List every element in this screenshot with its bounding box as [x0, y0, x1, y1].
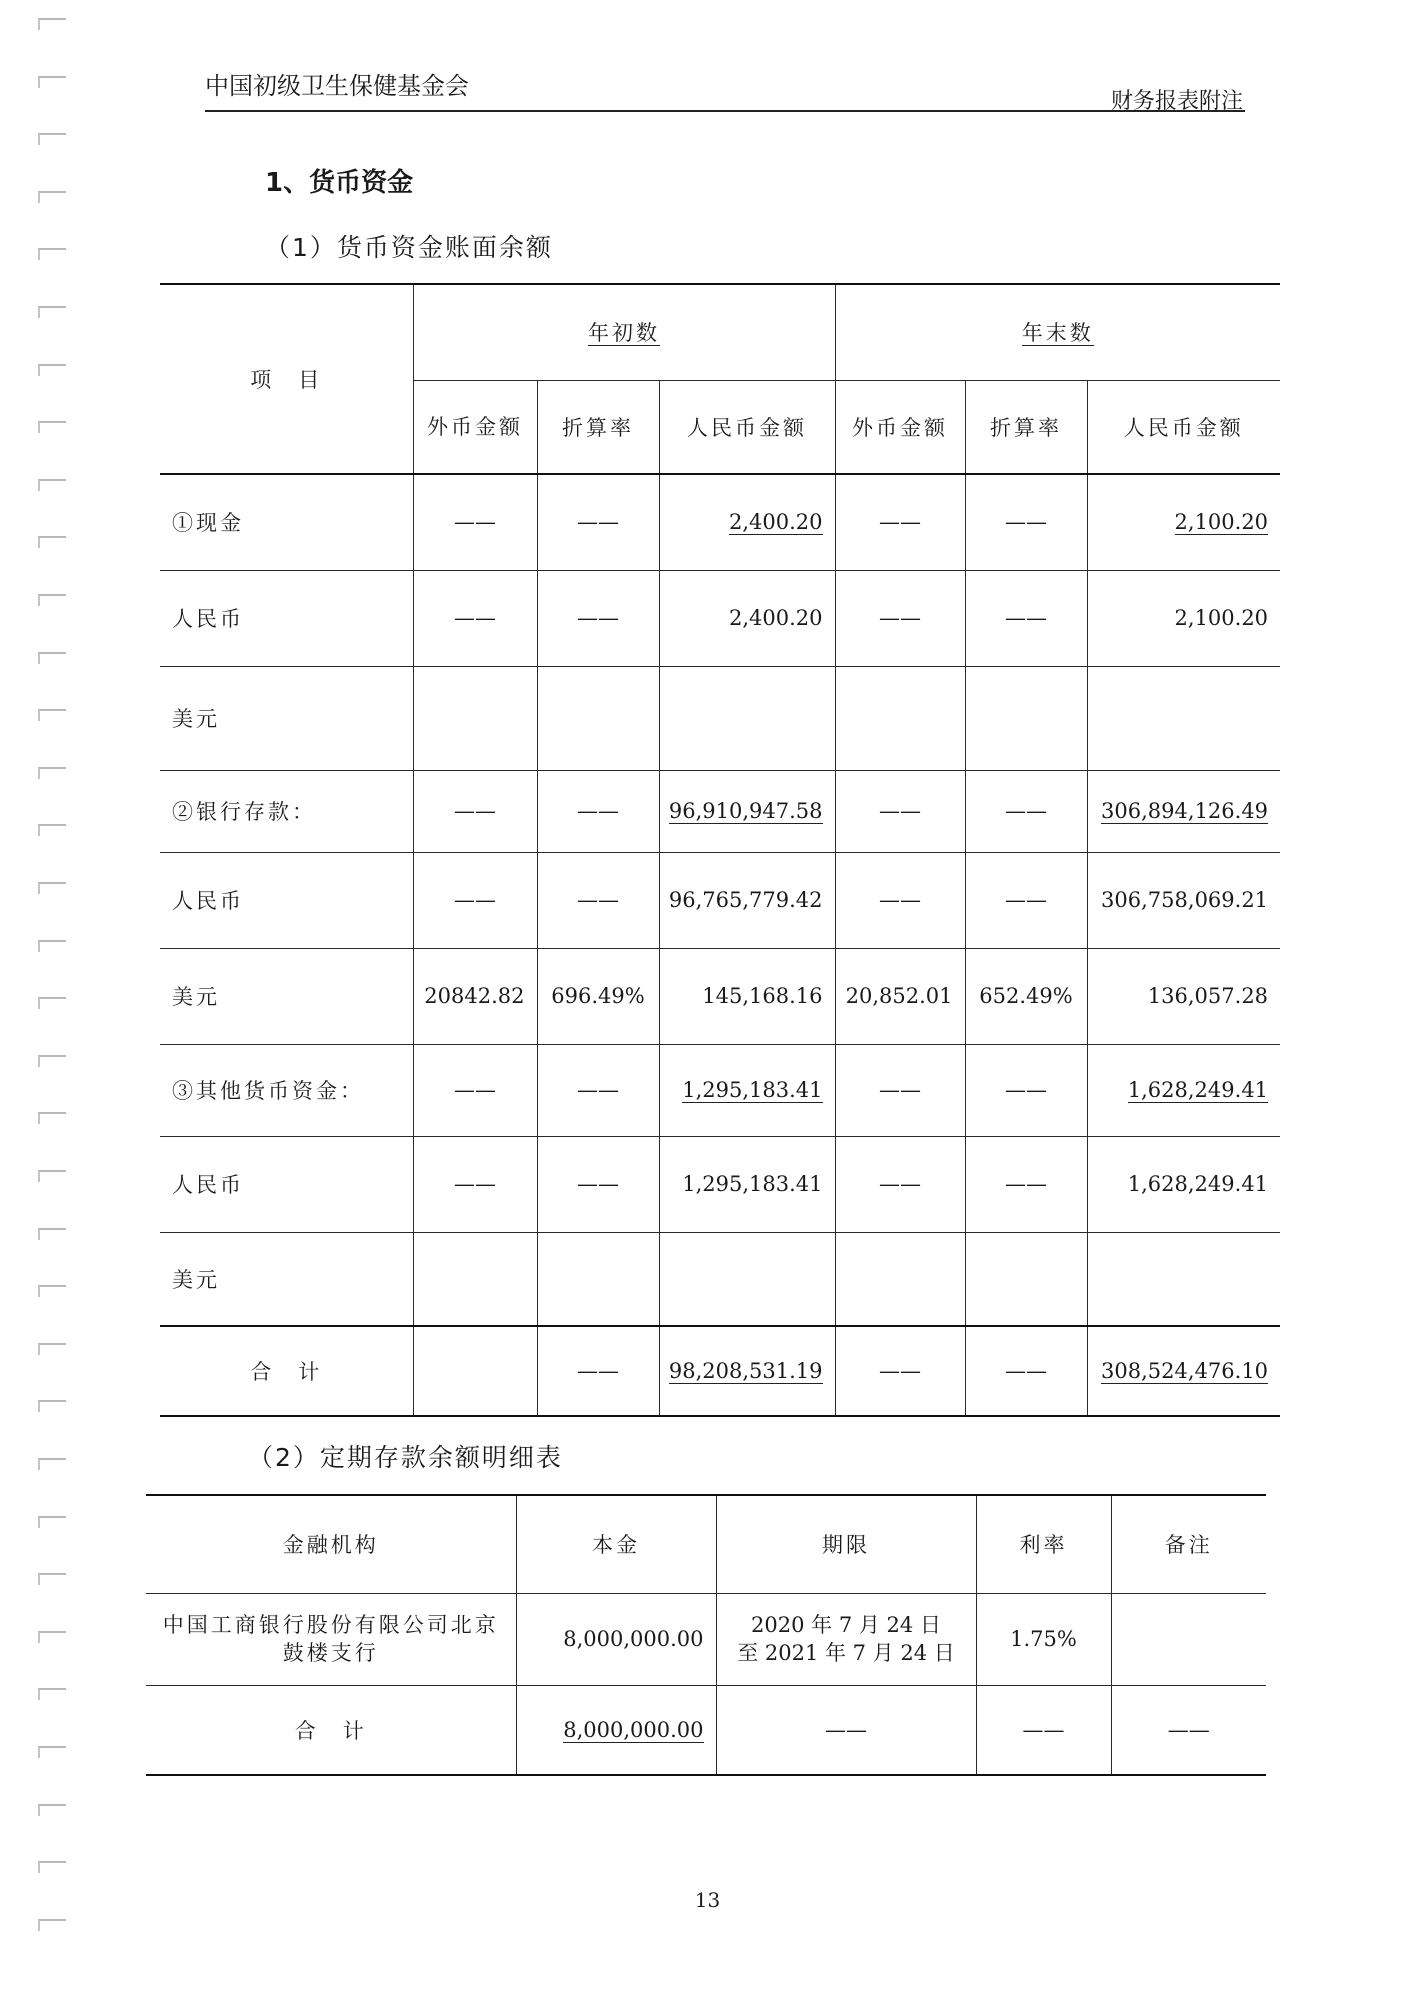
subtotal-value: 306,894,126.49: [1101, 799, 1269, 823]
binding-mark: [38, 940, 66, 952]
binding-mark: [38, 1804, 66, 1816]
total-cell: [659, 1326, 835, 1416]
table-cell: ——: [835, 474, 965, 570]
col-header: 期限: [716, 1495, 976, 1593]
subtotal-value: 1,628,249.41: [1127, 1078, 1269, 1102]
table-cell: 20842.82: [413, 948, 537, 1044]
table-cell: 2,400.20: [659, 570, 835, 666]
table-cell: ——: [835, 1136, 965, 1232]
table-cell: [659, 474, 835, 570]
table-cell: ——: [537, 474, 659, 570]
term-cell: [716, 1593, 976, 1685]
binding-mark: [38, 1458, 66, 1470]
table-cell: ——: [413, 570, 537, 666]
table-cell: ——: [965, 1136, 1087, 1232]
subtotal-value: 2,400.20: [729, 510, 823, 535]
group-end-label: 年末数: [1021, 321, 1094, 346]
group-header-start: [413, 284, 835, 380]
table-cell: [413, 1232, 537, 1326]
total-row: [146, 1685, 1266, 1775]
subtotal-value: 2,100.20: [1174, 510, 1269, 535]
table-row: [160, 1044, 1280, 1136]
table-cell: ——: [413, 770, 537, 852]
binding-mark: [38, 306, 66, 318]
table-row: [160, 474, 1280, 570]
binding-mark: [38, 536, 66, 548]
table-cell: 1,628,249.41: [1087, 1136, 1280, 1232]
table-cell: ——: [537, 1136, 659, 1232]
binding-mark: [38, 1055, 66, 1067]
table-cell: ——: [413, 852, 537, 948]
binding-mark: [38, 1170, 66, 1182]
binding-mark: [38, 1746, 66, 1758]
table-cell: ——: [965, 570, 1087, 666]
sub-header: 人民币金额: [1087, 380, 1280, 474]
table-cell: [1087, 474, 1280, 570]
col-header: 利率: [976, 1495, 1111, 1593]
group-header-end: [835, 284, 1280, 380]
table-cell: ——: [537, 770, 659, 852]
table-cell: ——: [835, 852, 965, 948]
table-cell: ——: [965, 770, 1087, 852]
total-label: 合 计: [160, 1326, 413, 1416]
total-cell: ——: [965, 1326, 1087, 1416]
binding-mark: [38, 1516, 66, 1528]
binding-mark: [38, 1112, 66, 1124]
binding-mark: [38, 594, 66, 606]
principal-cell: 8,000,000.00: [516, 1593, 716, 1685]
total-note: ——: [1111, 1685, 1266, 1775]
binding-mark: [38, 1919, 66, 1931]
binding-mark: [38, 652, 66, 664]
row-label: ①现金: [160, 474, 413, 570]
total-value: 308,524,476.10: [1101, 1359, 1269, 1383]
binding-mark: [38, 709, 66, 721]
total-term: ——: [716, 1685, 976, 1775]
total-cell: ——: [537, 1326, 659, 1416]
binding-mark: [38, 76, 66, 88]
table-cell: ——: [537, 1044, 659, 1136]
table-cell: ——: [835, 770, 965, 852]
table-cell: 1,295,183.41: [659, 1136, 835, 1232]
binding-mark: [38, 1861, 66, 1873]
total-label: 合 计: [146, 1685, 516, 1775]
table-cell: [1087, 770, 1280, 852]
sub-header: 外币金额: [413, 380, 537, 474]
binding-mark: [38, 767, 66, 779]
binding-mark: [38, 882, 66, 894]
table-cell: ——: [413, 1136, 537, 1232]
table-cell: [659, 666, 835, 770]
table-cell: 136,057.28: [1087, 948, 1280, 1044]
institution-cell: 中国工商银行股份有限公司北京鼓楼支行: [146, 1593, 516, 1685]
row-label: 人民币: [160, 1136, 413, 1232]
subtotal-value: 1,295,183.41: [682, 1078, 823, 1102]
section-title: 1、货币资金: [265, 168, 414, 198]
table2-title: （2）定期存款余额明细表: [248, 1443, 563, 1472]
table-cell: [1087, 666, 1280, 770]
binding-mark: [38, 1573, 66, 1585]
table-cell: ——: [413, 474, 537, 570]
total-principal-value: 8,000,000.00: [563, 1717, 704, 1742]
table-cell: 696.49%: [537, 948, 659, 1044]
table-cell: 145,168.16: [659, 948, 835, 1044]
table-cell: ——: [835, 1044, 965, 1136]
row-label: ③其他货币资金：: [160, 1044, 413, 1136]
table-cell: [835, 1232, 965, 1326]
sub-header: 外币金额: [835, 380, 965, 474]
binding-mark: [38, 421, 66, 433]
table-cell: [835, 666, 965, 770]
page-number: 13: [694, 1888, 721, 1912]
note-cell: [1111, 1593, 1266, 1685]
table-cell: ——: [537, 852, 659, 948]
row-label: 美元: [160, 666, 413, 770]
binding-mark: [38, 133, 66, 145]
table-cell: [1087, 1232, 1280, 1326]
row-label: 人民币: [160, 570, 413, 666]
col-header: 金融机构: [146, 1495, 516, 1593]
table-row: [160, 770, 1280, 852]
col-header: 备注: [1111, 1495, 1266, 1593]
table-row: [146, 1593, 1266, 1685]
table-row: [160, 1136, 1280, 1232]
sub-header: 折算率: [965, 380, 1087, 474]
table-cell: [659, 1044, 835, 1136]
table-row: [160, 1232, 1280, 1326]
row-label: 美元: [160, 948, 413, 1044]
binding-mark: [38, 1631, 66, 1643]
rate-cell: 1.75%: [976, 1593, 1111, 1685]
binding-mark: [38, 997, 66, 1009]
binding-mark: [38, 364, 66, 376]
table-cell: 2,100.20: [1087, 570, 1280, 666]
binding-mark: [38, 824, 66, 836]
table-cell: [965, 1232, 1087, 1326]
table-cell: [537, 666, 659, 770]
total-row: [160, 1326, 1280, 1416]
table-row: [160, 666, 1280, 770]
row-label: 人民币: [160, 852, 413, 948]
total-rate: ——: [976, 1685, 1111, 1775]
header-org-name: 中国初级卫生保健基金会: [205, 72, 469, 100]
table-cell: 20,852.01: [835, 948, 965, 1044]
table-cell: 652.49%: [965, 948, 1087, 1044]
binding-mark: [38, 1228, 66, 1240]
table-cell: 306,758,069.21: [1087, 852, 1280, 948]
col-header: 本金: [516, 1495, 716, 1593]
total-value: 98,208,531.19: [668, 1359, 823, 1383]
binding-mark: [38, 191, 66, 203]
table-cell: ——: [965, 474, 1087, 570]
total-principal: [516, 1685, 716, 1775]
term-end: 至 2021 年 7 月 24 日: [737, 1641, 955, 1665]
group-start-label: 年初数: [588, 321, 660, 346]
binding-mark: [38, 1400, 66, 1412]
term-start: 2020 年 7 月 24 日: [751, 1612, 941, 1637]
table-cell: ——: [537, 570, 659, 666]
table1-title: （1）货币资金账面余额: [265, 233, 553, 262]
header-doc-section: 财务报表附注: [1110, 89, 1243, 114]
cash-balance-table: [160, 283, 1280, 1417]
fixed-deposit-table: [146, 1494, 1266, 1776]
row-label: 美元: [160, 1232, 413, 1326]
binding-mark: [38, 1343, 66, 1355]
col-header-item: 项 目: [160, 284, 413, 474]
table-row: [160, 852, 1280, 948]
binding-mark: [38, 248, 66, 260]
header-rule: [205, 110, 1245, 112]
total-cell: [413, 1326, 537, 1416]
table-cell: ——: [965, 852, 1087, 948]
table-cell: [413, 666, 537, 770]
binding-mark: [38, 1688, 66, 1700]
binding-mark: [38, 1285, 66, 1297]
total-cell: ——: [835, 1326, 965, 1416]
table-cell: ——: [413, 1044, 537, 1136]
sub-header: 人民币金额: [659, 380, 835, 474]
table-cell: [537, 1232, 659, 1326]
table-cell: ——: [965, 1044, 1087, 1136]
binding-holes: [38, 0, 68, 2000]
table-cell: [659, 1232, 835, 1326]
table-cell: [965, 666, 1087, 770]
table-row: [160, 948, 1280, 1044]
total-cell: [1087, 1326, 1280, 1416]
row-label: ②银行存款：: [160, 770, 413, 852]
subtotal-value: 96,910,947.58: [668, 799, 823, 823]
binding-mark: [38, 479, 66, 491]
table-cell: ——: [835, 570, 965, 666]
table-cell: 96,765,779.42: [659, 852, 835, 948]
binding-mark: [38, 18, 66, 30]
table-cell: [659, 770, 835, 852]
table-row: [160, 570, 1280, 666]
table-cell: [1087, 1044, 1280, 1136]
sub-header: 折算率: [537, 380, 659, 474]
